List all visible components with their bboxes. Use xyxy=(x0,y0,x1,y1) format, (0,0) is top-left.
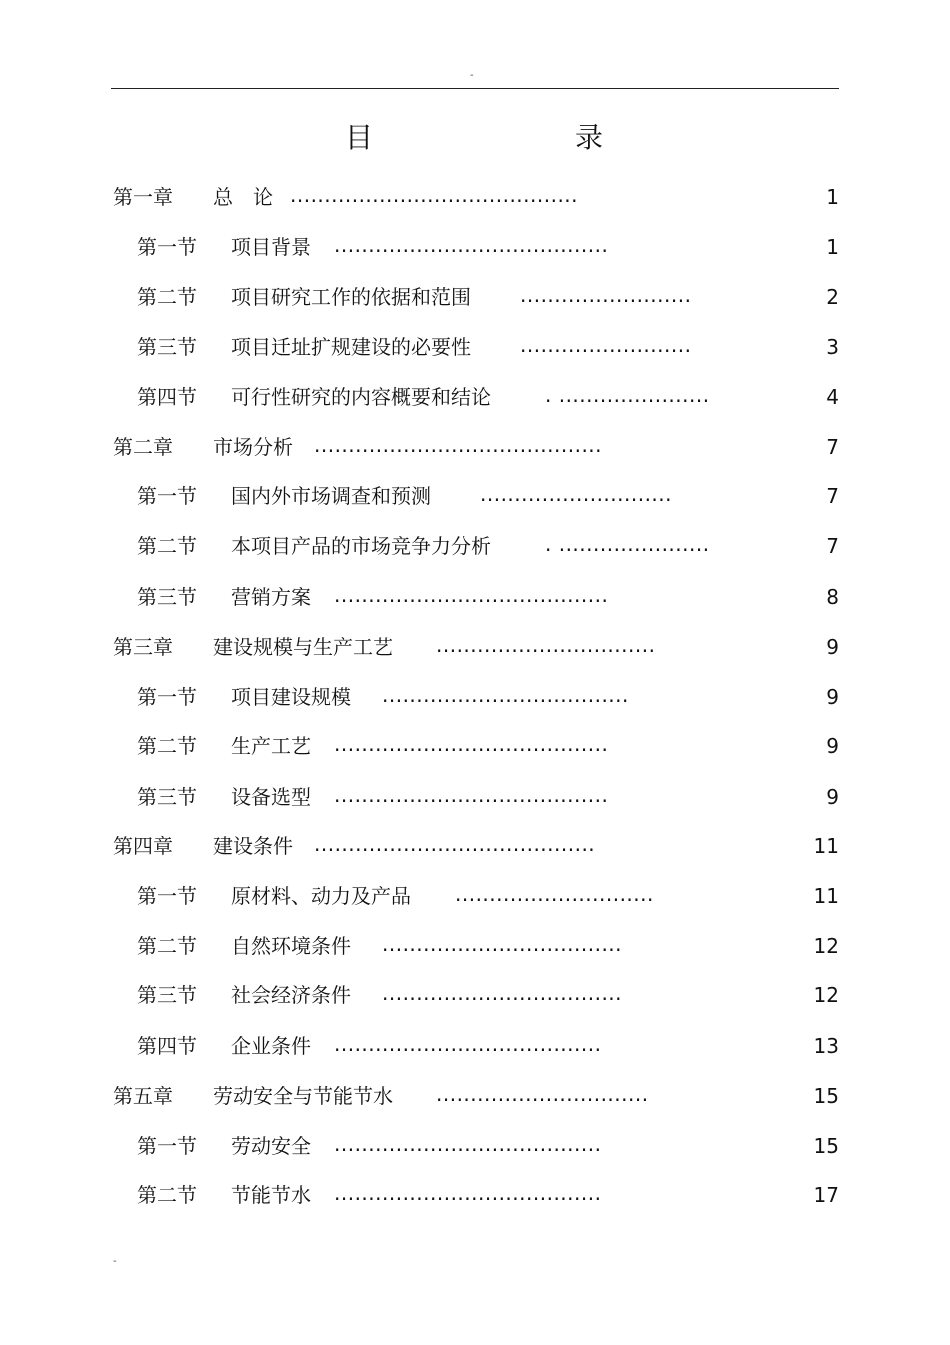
page-number: 7 xyxy=(826,435,839,459)
toc-section-entry[interactable] xyxy=(137,382,839,412)
page-number: 2 xyxy=(826,285,839,309)
page-number: 15 xyxy=(813,1084,839,1108)
dot-leader: ......................................... xyxy=(314,832,596,856)
section-label: 第二节 xyxy=(137,734,197,758)
chapter-label: 第三章 xyxy=(113,635,173,659)
page-number: 11 xyxy=(813,884,839,908)
page-number: 7 xyxy=(826,484,839,508)
page-number: 12 xyxy=(813,983,839,1007)
dot-leader: ............................ xyxy=(480,482,673,506)
entry-title: 原材料、动力及产品 xyxy=(231,884,411,908)
page-number: 9 xyxy=(826,785,839,809)
dot-leader: ................................... xyxy=(382,932,623,956)
dot-leader: .......................................... xyxy=(290,183,579,207)
page-number: 9 xyxy=(826,635,839,659)
entry-title: 市场分析 xyxy=(213,435,293,459)
toc-section-entry[interactable] xyxy=(137,582,839,612)
page-number: 3 xyxy=(826,335,839,359)
toc-chapter-entry[interactable] xyxy=(113,831,839,861)
section-label: 第四节 xyxy=(137,1034,197,1058)
section-label: 第三节 xyxy=(137,335,197,359)
section-label: 第二节 xyxy=(137,934,197,958)
toc-section-entry[interactable] xyxy=(137,282,839,312)
chapter-label: 第四章 xyxy=(113,834,173,858)
dot-leader: ......................... xyxy=(520,283,692,307)
toc-section-entry[interactable] xyxy=(137,731,839,761)
toc-section-entry[interactable] xyxy=(137,1180,839,1210)
toc-section-entry[interactable] xyxy=(137,682,839,712)
toc-chapter-entry[interactable] xyxy=(113,432,839,462)
footer-mark: - xyxy=(113,1256,117,1267)
toc-chapter-entry[interactable] xyxy=(113,1081,839,1111)
entry-title: 劳动安全 xyxy=(231,1134,311,1158)
dot-leader: .......................................... xyxy=(314,433,603,457)
entry-title: 营销方案 xyxy=(231,585,311,609)
page-number: 1 xyxy=(826,185,839,209)
section-label: 第一节 xyxy=(137,1134,197,1158)
toc-section-entry[interactable] xyxy=(137,481,839,511)
dot-leader: ....................................... xyxy=(334,1181,602,1205)
chapter-label: 第二章 xyxy=(113,435,173,459)
toc-section-entry[interactable] xyxy=(137,332,839,362)
dot-leader: ........................................ xyxy=(334,732,609,756)
entry-title: 自然环境条件 xyxy=(231,934,351,958)
dot-leader: ....................................... xyxy=(334,1132,602,1156)
dot-leader: ......................... xyxy=(520,333,692,357)
section-label: 第三节 xyxy=(137,585,197,609)
page-number: 9 xyxy=(826,685,839,709)
page-number: 13 xyxy=(813,1034,839,1058)
dot-leader: . ...................... xyxy=(545,383,710,407)
section-label: 第三节 xyxy=(137,983,197,1007)
header-mark: - xyxy=(470,70,474,81)
toc-section-entry[interactable] xyxy=(137,980,839,1010)
page-number: 8 xyxy=(826,585,839,609)
section-label: 第一节 xyxy=(137,884,197,908)
page-number: 12 xyxy=(813,934,839,958)
entry-title: 总 论 xyxy=(213,185,273,209)
entry-title: 项目研究工作的依据和范围 xyxy=(231,285,471,309)
entry-title: 本项目产品的市场竞争力分析 xyxy=(231,534,491,558)
toc-section-entry[interactable] xyxy=(137,782,839,812)
section-label: 第三节 xyxy=(137,785,197,809)
toc-chapter-entry[interactable] xyxy=(113,632,839,662)
toc-section-entry[interactable] xyxy=(137,1031,839,1061)
toc-title-right: 录 xyxy=(575,121,604,154)
entry-title: 建设条件 xyxy=(213,834,293,858)
chapter-label: 第一章 xyxy=(113,185,173,209)
dot-leader: . ...................... xyxy=(545,532,710,556)
toc-title-left: 目 xyxy=(345,121,374,154)
entry-title: 项目迁址扩规建设的必要性 xyxy=(231,335,471,359)
entry-title: 项目背景 xyxy=(231,235,311,259)
entry-title: 节能节水 xyxy=(231,1183,311,1207)
toc-section-entry[interactable] xyxy=(137,531,839,561)
entry-title: 国内外市场调查和预测 xyxy=(231,484,431,508)
chapter-label: 第五章 xyxy=(113,1084,173,1108)
page-number: 11 xyxy=(813,834,839,858)
entry-title: 设备选型 xyxy=(231,785,311,809)
page-number: 4 xyxy=(826,385,839,409)
dot-leader: .................................... xyxy=(382,683,629,707)
dot-leader: ................................... xyxy=(382,981,623,1005)
page-number: 17 xyxy=(813,1183,839,1207)
entry-title: 建设规模与生产工艺 xyxy=(213,635,393,659)
dot-leader: ................................ xyxy=(436,633,656,657)
entry-title: 项目建设规模 xyxy=(231,685,351,709)
toc-section-entry[interactable] xyxy=(137,232,839,262)
dot-leader: ........................................ xyxy=(334,233,609,257)
dot-leader: ....................................... xyxy=(334,1032,602,1056)
section-label: 第一节 xyxy=(137,235,197,259)
toc-section-entry[interactable] xyxy=(137,881,839,911)
section-label: 第一节 xyxy=(137,685,197,709)
entry-title: 劳动安全与节能节水 xyxy=(213,1084,393,1108)
dot-leader: ............................. xyxy=(455,882,654,906)
section-label: 第一节 xyxy=(137,484,197,508)
entry-title: 企业条件 xyxy=(231,1034,311,1058)
section-label: 第二节 xyxy=(137,534,197,558)
entry-title: 生产工艺 xyxy=(231,734,311,758)
toc-section-entry[interactable] xyxy=(137,1131,839,1161)
toc-section-entry[interactable] xyxy=(137,931,839,961)
page-number: 15 xyxy=(813,1134,839,1158)
section-label: 第四节 xyxy=(137,385,197,409)
section-label: 第二节 xyxy=(137,285,197,309)
entry-title: 社会经济条件 xyxy=(231,983,351,1007)
page-number: 1 xyxy=(826,235,839,259)
dot-leader: ........................................ xyxy=(334,583,609,607)
dot-leader: ............................... xyxy=(436,1082,649,1106)
page-number: 7 xyxy=(826,534,839,558)
entry-title: 可行性研究的内容概要和结论 xyxy=(231,385,491,409)
toc-chapter-entry[interactable] xyxy=(113,182,839,212)
section-label: 第二节 xyxy=(137,1183,197,1207)
dot-leader: ........................................ xyxy=(334,783,609,807)
page-number: 9 xyxy=(826,734,839,758)
